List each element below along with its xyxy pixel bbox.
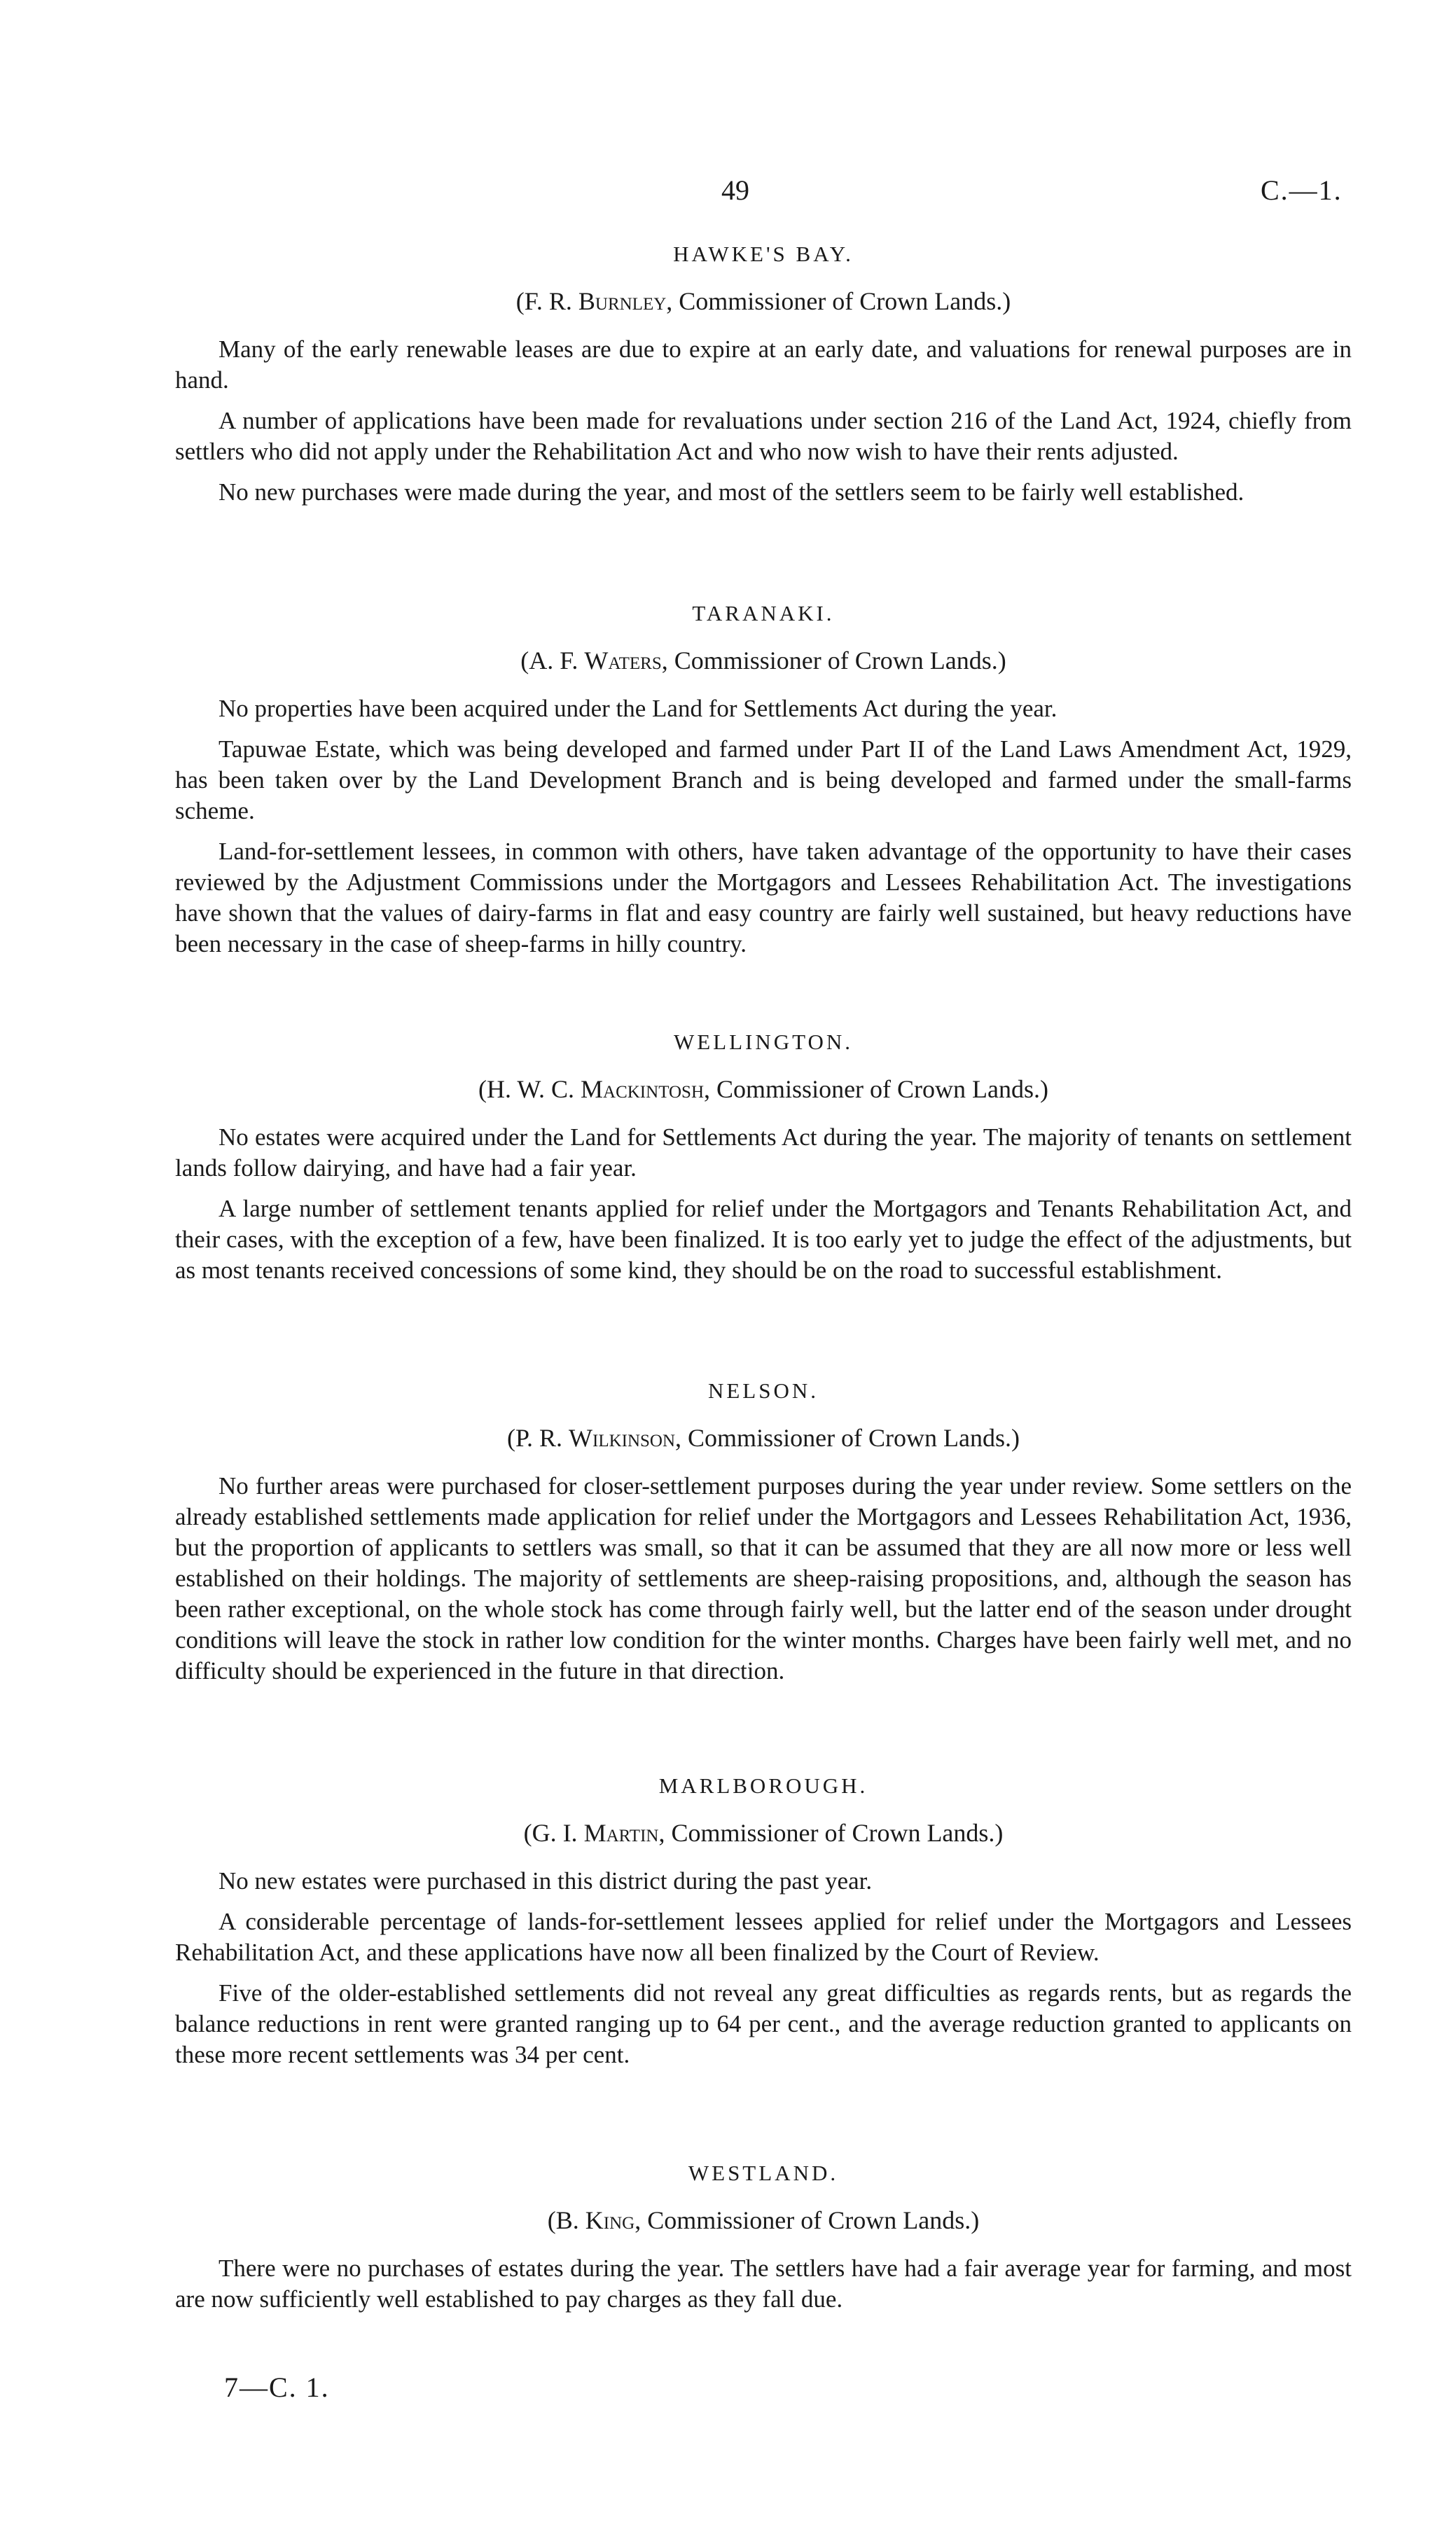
commissioner-line: (A. F. Waters, Commissioner of Crown Lands.) <box>520 646 1006 674</box>
paragraph: Tapuwae Estate, which was being developed and farmed under Part II of the Land Laws Amendment Act, 1929, has been taken over by the Land Development Branch and is being developed and farmed under the small-farms scheme. <box>175 735 1352 824</box>
commissioner-name: Waters <box>584 646 662 674</box>
commissioner-line: (F. R. Burnley, Commissioner of Crown Lands.) <box>515 287 1011 315</box>
commissioner-name: Wilkinson <box>569 1424 676 1452</box>
paragraph: No further areas were purchased for closer-settlement purposes during the year under review. Some settlers on the already established settlements made application for relief under the Mortgagors and Lessees Rehabilitation Act, 1936, but the proportion of applicants to settlers was small, so that it can be assumed that they are all now more or less well established on their holdings. The majority of settlements are sheep-raising propositions, and, although the season has been rather exceptional, on the whole stock has come through fairly well, but the latter end of the season under drought conditions will leave the stock in rather low condition for the winter months. Charges have been fairly well met, and no difficulty should be experienced in the future in that direction. <box>175 1472 1352 1684</box>
paragraph: A considerable percentage of lands-for-settlement lessees applied for relief under the Mortgagors and Lessees Rehabilitation Act, and these applications have now all been finalized by the Court of Review. <box>175 1908 1352 1966</box>
section-title: HAWKE'S BAY. <box>673 242 854 266</box>
paragraph: A number of applications have been made for revaluations under section 216 of the Land Act, 1924, chiefly from settlers who did not apply under the Rehabilitation Act and who now wish to have their rents adjusted. <box>175 407 1352 465</box>
section-westland <box>175 2161 1352 2325</box>
section-nelson <box>175 1378 1352 1696</box>
commissioner-line: (B. King, Commissioner of Crown Lands.) <box>547 2206 980 2234</box>
section-title: TARANAKI. <box>692 601 835 625</box>
paragraph: There were no purchases of estates during the year. The settlers have had a fair average year for farming, and most are now sufficiently well established to pay charges as they fall due. <box>175 2255 1352 2313</box>
paragraph: Many of the early renewable leases are due to expire at an early date, and valuations for renewal purposes are in hand. <box>175 335 1352 394</box>
commissioner-line: (H. W. C. Mackintosh, Commissioner of Crown Lands.) <box>478 1075 1048 1103</box>
section-title: MARLBOROUGH. <box>658 1773 868 1798</box>
section-wellington <box>175 1030 1352 1296</box>
commissioner-line: (P. R. Wilkinson, Commissioner of Crown Lands.) <box>506 1424 1020 1452</box>
commissioner-name: Mackintosh <box>581 1075 705 1103</box>
commissioner-name: Martin <box>583 1819 659 1847</box>
commissioner-name: Burnley <box>578 287 667 315</box>
section-title: NELSON. <box>707 1378 819 1403</box>
paragraph: No estates were acquired under the Land for Settlements Act during the year. The majority of tenants on settlement lands follow dairying, and have had a fair year. <box>175 1123 1352 1182</box>
paragraph: A large number of settlement tenants applied for relief under the Mortgagors and Tenants Rehabilitation Act, and their cases, with the exception of a few, have been finalized. It is too early yet to judge the effect of the adjustments, but as most tenants received concessions of some kind, they should be on the road to successful establishment. <box>175 1195 1352 1284</box>
paragraph: No new purchases were made during the year, and most of the settlers seem to be fairly well established. <box>219 478 1244 506</box>
paragraph: Land-for-settlement lessees, in common with others, have taken advantage of the opportunity to have their cases reviewed by the Adjustment Commissions under the Mortgagors and Lessees Rehabilitation Act. The investigations have shown that the values of dairy-farms in flat and easy country are fairly well sustained, but heavy reductions have been necessary in the case of sheep-farms in hilly country. <box>175 838 1352 957</box>
section-marlborough <box>175 1773 1352 2080</box>
page-number: 49 <box>721 174 749 206</box>
paragraph: No properties have been acquired under the Land for Settlements Act during the year. <box>219 695 1058 722</box>
printer-signature: 7—C. 1. <box>224 2372 330 2403</box>
section-taranaki <box>175 601 1352 969</box>
commissioner-line: (G. I. Martin, Commissioner of Crown Lands.) <box>523 1819 1004 1847</box>
section-title: WESTLAND. <box>688 2161 839 2185</box>
commissioner-name: King <box>585 2206 635 2234</box>
section-hawkes-bay <box>175 242 1352 518</box>
section-title: WELLINGTON. <box>673 1030 854 1054</box>
paragraph: Five of the older-established settlements did not reveal any great difficulties as regards rents, but as regards the balance reductions in rent were granted ranging up to 64 per cent., and the average reduction granted to applicants on these more recent settlements was 34 per cent. <box>175 1979 1352 2068</box>
document-reference: C.—1. <box>1261 174 1343 206</box>
paragraph: No new estates were purchased in this district during the past year. <box>219 1867 873 1895</box>
